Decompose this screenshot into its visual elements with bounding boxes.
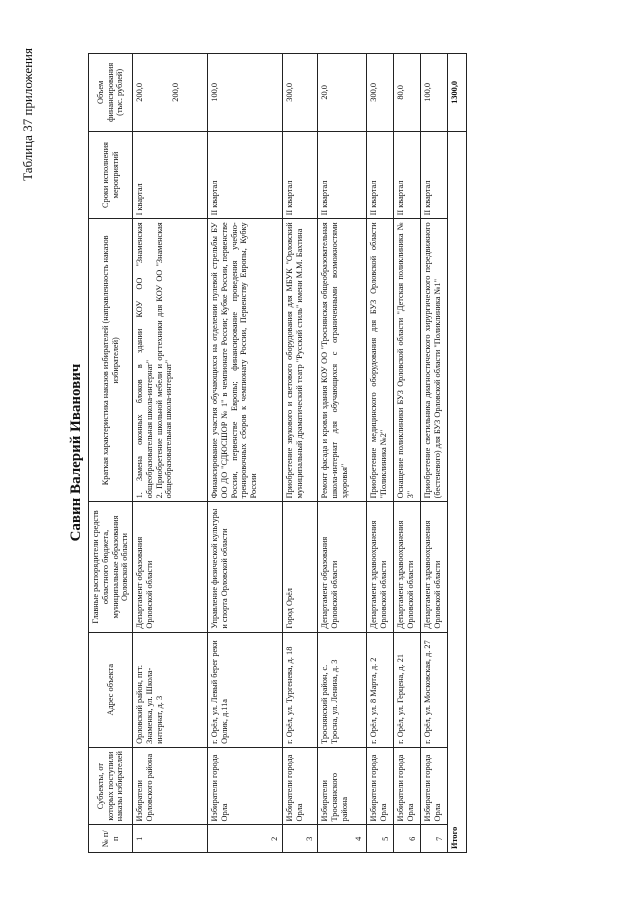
row-funding: 20,0 — [318, 54, 367, 132]
row-num: 6 — [394, 825, 421, 853]
row-description: Финансирование участия обучающихся на отделении пулевой стрельбы БУ ОО ДО "СДЮСШОР № 1" в чемпионате России; Кубке России, первенстве России, первенстве Европы; финансирование проведения учебно-тренировочных сборов к чемпионату России, Первенству Европы, Кубку России — [208, 219, 283, 502]
row-funding: 300,0 — [367, 54, 394, 132]
table-number-label: Таблица 37 приложения — [20, 48, 35, 181]
row-funding: 100,0 — [208, 54, 283, 132]
row-description: Оснащение поликлиники БУЗ Орловской области "Детская поликлиника № 3" — [394, 219, 421, 502]
table-row — [394, 54, 421, 853]
row-address: г. Орёл, ул. Левый берег реки Орлик, д.11а — [208, 632, 283, 747]
row-term: II квартал — [283, 131, 318, 219]
header-funding: Объем финансирования (тыс. рублей) — [89, 54, 133, 132]
header-description: Краткая характеристика наказов избирателей (направленность наказов избирателей) — [89, 219, 133, 502]
row-distributor: Департамент здравоохранения Орловской области — [394, 502, 421, 632]
row-num: 7 — [421, 825, 448, 853]
row-subject: Избиратели Орловского района — [133, 747, 208, 825]
row-distributor: Департамент образования Орловской области — [318, 502, 367, 632]
row-address: г. Орёл, ул. 8 Марта, д. 2 — [367, 632, 394, 747]
row-subject: Избиратели Троснянского района — [318, 747, 367, 825]
row-num: 4 — [318, 825, 367, 853]
row-num: 1 — [133, 825, 208, 853]
total-value: 1300,0 — [448, 54, 467, 132]
row-distributor: Департамент здравоохранения Орловской области — [367, 502, 394, 632]
row-address: г. Орёл, ул. Московская, д. 27 — [421, 632, 448, 747]
header-address: Адрес объекта — [89, 632, 133, 747]
row-description: Приобретение звукового и светового оборудования для МБУК "Орловский муниципальный драматический театр "Русский стиль" имени М.М. Бахтина — [283, 219, 318, 502]
row-address: г. Орёл, ул. Тургенева, д. 18 — [283, 632, 318, 747]
row-term: I квартал — [133, 131, 208, 219]
description-item: 2. Приобретение школьной мебели и оргтехники для КОУ ОО "Знаменская общеобразовательная школа-интернат" — [154, 222, 174, 499]
row-subject: Избиратели города Орла — [208, 747, 283, 825]
page-title: Савин Валерий Иванович — [68, 363, 84, 542]
row-subject: Избиратели города Орла — [421, 747, 448, 825]
table-row — [421, 54, 448, 853]
header-terms: Сроки исполнения мероприятий — [89, 131, 133, 219]
row-funding: 80,0 — [394, 54, 421, 132]
description-item: 1. Замена оконных блоков в здании КОУ ОО "Знаменская общеобразовательная школа-интернат" — [135, 222, 154, 499]
table-row — [367, 54, 394, 853]
row-funding: 300,0 — [283, 54, 318, 132]
row-distributor: Департамент образования Орловской области — [133, 502, 208, 632]
row-address: г. Орёл, ул. Герцена, д. 21 — [394, 632, 421, 747]
row-subject: Избиратели города Орла — [394, 747, 421, 825]
row-subject: Избиратели города Орла — [367, 747, 394, 825]
table-header-row — [89, 54, 133, 853]
total-row — [448, 54, 467, 853]
table-row — [283, 54, 318, 853]
row-distributor: Город Орёл — [283, 502, 318, 632]
row-address: Троснянский район, с. Тросна, ул. Ленина, д. 3 — [318, 632, 367, 747]
row-term: II квартал — [394, 131, 421, 219]
row-description: Приобретение светильника диагностического хирургического передвижного (бестеневого) для БУЗ Орловской области "Поликлиника №1" — [421, 219, 448, 502]
row-num: 3 — [283, 825, 318, 853]
funding-value: 200,0 — [170, 83, 180, 102]
row-num: 5 — [367, 825, 394, 853]
row-subject: Избиратели города Орла — [283, 747, 318, 825]
row-funding: 100,0 — [421, 54, 448, 132]
row-term: II квартал — [421, 131, 448, 219]
row-term: II квартал — [367, 131, 394, 219]
table-row — [318, 54, 367, 853]
header-distributors: Главные распорядители средств областного бюджета, муниципальные образования Орловской области — [89, 502, 133, 632]
table-row — [208, 54, 283, 853]
total-label: Итого — [448, 131, 467, 852]
row-term: II квартал — [208, 131, 283, 219]
header-num: № п/п — [89, 825, 133, 853]
row-distributor: Департамент здравоохранения Орловской области — [421, 502, 448, 632]
row-num: 2 — [208, 825, 283, 853]
table-row — [133, 54, 208, 853]
row-distributor: Управление физической культуры и спорта Орловской области — [208, 502, 283, 632]
row-funding — [133, 54, 208, 132]
row-address: Орловский район, пгт. Знаменка, ул. Школа-интернат, д. 3 — [133, 632, 208, 747]
row-description: Ремонт фасада и кровли здания КОУ ОО "Троснянская общеобразовательная школа-интернат для обучающихся с ограниченными возможностями здоровья" — [318, 219, 367, 502]
row-description — [133, 219, 208, 502]
header-subjects: Субъекты, от которых поступили наказы избирателей — [89, 747, 133, 825]
row-description: Приобретение медицинского оборудования для БУЗ Орловской области "Поликлиника №2" — [367, 219, 394, 502]
row-term: II квартал — [318, 131, 367, 219]
appendix-table — [88, 53, 467, 853]
funding-value: 200,0 — [135, 83, 145, 102]
